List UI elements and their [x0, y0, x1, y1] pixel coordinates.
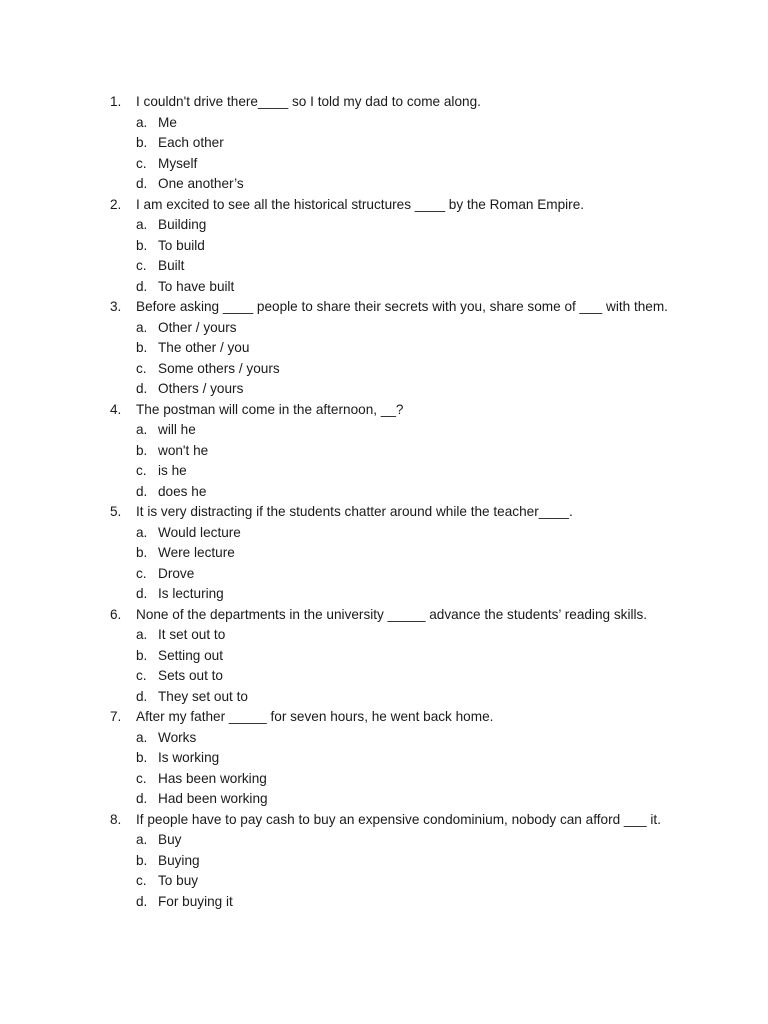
question-text: The postman will come in the afternoon, __?: [136, 401, 404, 417]
question-number: 2.: [110, 196, 122, 212]
question-number: 4.: [110, 401, 122, 417]
option-letter: a.: [136, 524, 148, 540]
option-letter: a.: [136, 217, 148, 232]
answer-option: [110, 236, 730, 257]
question-text: After my father _____ for seven hours, he went back home.: [136, 709, 494, 724]
option-letter: d.: [136, 381, 148, 396]
question-number: 8.: [110, 811, 122, 827]
option-text: To have built: [158, 278, 235, 294]
answer-option: [110, 359, 730, 380]
answer-option: [110, 133, 730, 154]
option-letter: d.: [136, 688, 148, 704]
answer-option: [110, 687, 730, 708]
option-text: Had been working: [158, 791, 268, 806]
option-letter: a.: [136, 114, 148, 130]
question-3: [110, 297, 730, 400]
question-1: [110, 92, 730, 195]
option-text: Drove: [158, 565, 195, 581]
answer-option: [110, 871, 730, 892]
option-text: To buy: [158, 873, 199, 888]
option-letter: a.: [136, 422, 148, 437]
option-letter: b.: [136, 442, 148, 458]
question-stem: [110, 502, 730, 523]
option-text: Setting out: [158, 647, 223, 663]
option-letter: a.: [136, 627, 148, 642]
answer-option: [110, 154, 730, 175]
option-letter: b.: [136, 750, 148, 765]
option-text: Others / yours: [158, 381, 244, 396]
option-letter: c.: [136, 360, 147, 376]
option-letter: c.: [136, 668, 147, 683]
answer-option: [110, 728, 730, 749]
option-text: Other / yours: [158, 319, 237, 335]
question-6: [110, 605, 730, 708]
option-letter: b.: [136, 340, 148, 355]
question-number: 5.: [110, 504, 122, 519]
answer-option: [110, 523, 730, 544]
answer-option: [110, 892, 730, 913]
option-text: Would lecture: [158, 524, 241, 540]
answer-option: [110, 461, 730, 482]
answer-option: [110, 420, 730, 441]
option-letter: b.: [136, 237, 148, 253]
question-text: Before asking ____ people to share their secrets with you, share some of ___ with them.: [136, 299, 668, 314]
answer-option: [110, 646, 730, 667]
option-text: Is working: [158, 750, 220, 765]
answer-option: [110, 748, 730, 769]
option-text: To build: [158, 237, 205, 253]
option-letter: c.: [136, 770, 147, 786]
option-text: They set out to: [158, 688, 248, 704]
question-number: 6.: [110, 606, 122, 622]
answer-option: [110, 338, 730, 359]
option-letter: c.: [136, 258, 147, 273]
answer-option: [110, 851, 730, 872]
option-text: won't he: [158, 442, 209, 458]
question-number: 1.: [110, 94, 122, 109]
option-letter: c.: [136, 463, 147, 478]
option-text: One another’s: [158, 176, 244, 191]
option-letter: a.: [136, 832, 148, 847]
question-number: 7.: [110, 709, 122, 724]
answer-option: [110, 625, 730, 646]
option-text: Buying: [158, 852, 200, 868]
option-letter: b.: [136, 647, 148, 663]
question-stem: [110, 810, 730, 831]
question-text: It is very distracting if the students chatter around while the teacher____.: [136, 504, 573, 519]
answer-option: [110, 769, 730, 790]
option-text: Each other: [158, 135, 224, 150]
answer-option: [110, 564, 730, 585]
question-text: None of the departments in the university _____ advance the students’ reading skills.: [136, 606, 648, 622]
question-list: [110, 92, 730, 912]
option-text: Built: [158, 258, 185, 273]
question-2: [110, 195, 730, 298]
option-letter: c.: [136, 155, 147, 171]
option-letter: d.: [136, 278, 148, 294]
question-stem: [110, 707, 730, 728]
question-stem: [110, 297, 730, 318]
option-text: Buy: [158, 832, 182, 847]
option-text: does he: [158, 483, 207, 499]
option-letter: c.: [136, 565, 147, 581]
answer-option: [110, 256, 730, 277]
question-text: I couldn't drive there____ so I told my dad to come along.: [136, 94, 481, 109]
option-letter: d.: [136, 586, 148, 601]
option-text: Me: [158, 114, 177, 130]
option-text: is he: [158, 463, 187, 478]
answer-option: [110, 379, 730, 400]
option-text: will he: [158, 422, 196, 437]
question-text: If people have to pay cash to buy an expensive condominium, nobody can afford ___ it.: [136, 811, 661, 827]
answer-option: [110, 666, 730, 687]
option-text: For buying it: [158, 893, 233, 909]
option-letter: b.: [136, 852, 148, 868]
option-text: Works: [158, 729, 197, 745]
option-letter: a.: [136, 319, 148, 335]
option-text: Is lecturing: [158, 586, 224, 601]
option-letter: d.: [136, 483, 148, 499]
question-stem: [110, 400, 730, 421]
question-text: I am excited to see all the historical structures ____ by the Roman Empire.: [136, 196, 585, 212]
option-letter: c.: [136, 873, 147, 888]
answer-option: [110, 215, 730, 236]
option-text: Sets out to: [158, 668, 223, 683]
question-4: [110, 400, 730, 503]
option-letter: d.: [136, 893, 148, 909]
question-number: 3.: [110, 299, 122, 314]
question-8: [110, 810, 730, 913]
answer-option: [110, 277, 730, 298]
answer-option: [110, 830, 730, 851]
answer-option: [110, 482, 730, 503]
option-text: The other / you: [158, 340, 250, 355]
answer-option: [110, 441, 730, 462]
option-text: Were lecture: [158, 545, 235, 560]
answer-option: [110, 789, 730, 810]
option-text: Myself: [158, 155, 198, 171]
answer-option: [110, 584, 730, 605]
answer-option: [110, 543, 730, 564]
question-7: [110, 707, 730, 810]
option-letter: d.: [136, 176, 148, 191]
option-text: It set out to: [158, 627, 226, 642]
question-stem: [110, 605, 730, 626]
option-text: Building: [158, 217, 207, 232]
option-letter: b.: [136, 135, 148, 150]
question-stem: [110, 92, 730, 113]
answer-option: [110, 318, 730, 339]
answer-option: [110, 174, 730, 195]
question-5: [110, 502, 730, 605]
question-stem: [110, 195, 730, 216]
option-letter: b.: [136, 545, 148, 560]
answer-option: [110, 113, 730, 134]
option-text: Has been working: [158, 770, 267, 786]
option-text: Some others / yours: [158, 360, 280, 376]
option-letter: a.: [136, 729, 148, 745]
option-letter: d.: [136, 791, 148, 806]
